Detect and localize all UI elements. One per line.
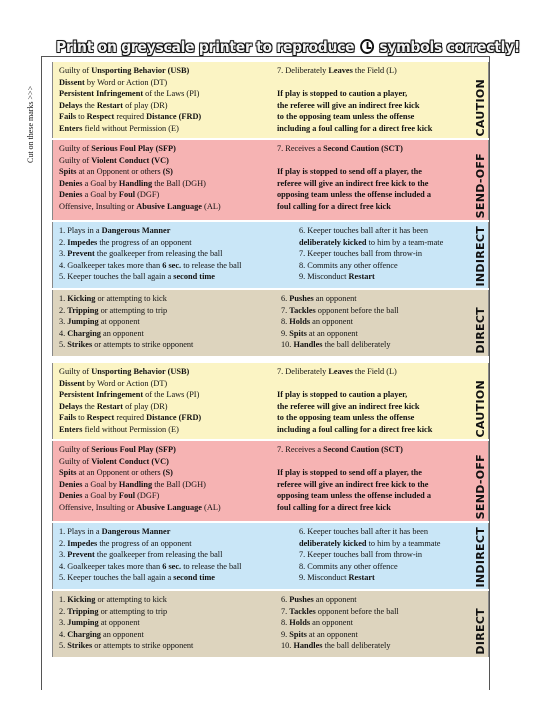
caution-left-line: Dissent by Word or Action (DT) [59, 378, 168, 388]
direct-left-line: 2. Tripping or attempting to trip [59, 305, 168, 315]
direct-left-line: 5. Strikes or attempts to strike opponent [59, 340, 194, 350]
caution-left-line: Persistent Infringement of the Laws (PI) [59, 89, 200, 99]
caution-left-column [59, 366, 201, 436]
send-off-left-line: Spits at an Opponent or others (S) [59, 468, 173, 478]
send-off-right-column [277, 143, 431, 213]
caution-left-line: Fails to Respect required Distance (FRD) [59, 413, 202, 423]
caution-right-column [277, 366, 432, 436]
send-off-left-line: Denies a Goal by Foul (DGF) [59, 491, 160, 501]
indirect-right-line: deliberately kicked to him by a team-mate [299, 237, 444, 247]
direct-section-tag: DIRECT [474, 307, 487, 354]
caution-right-line: the referee will give an indirect free kick [277, 100, 420, 110]
direct-left-line: 1. Kicking or attempting to kick [59, 294, 167, 303]
indirect-section [52, 222, 489, 288]
caution-section [52, 62, 489, 138]
caution-left-line: Dissent by Word or Action (DT) [59, 77, 168, 87]
indirect-right-line: deliberately kicked to him by a teammate [299, 538, 441, 548]
direct-left-line: 5. Strikes or attempts to strike opponent [59, 641, 194, 651]
banner-text: Print on greyscale printer to reproduce [56, 38, 355, 56]
send-off-right-line: foul calling for a direct free kick [277, 502, 391, 512]
send-off-right-line [277, 155, 431, 167]
direct-right-line: 6. Pushes an opponent [281, 294, 357, 303]
indirect-right-line: 8. Commits any other offence [299, 260, 398, 270]
send-off-right-line: referee will give an indirect free kick to the [277, 479, 429, 489]
direct-right-line: 8. Holds an opponent [281, 618, 353, 628]
indirect-left-line: 5. Keeper touches the ball again a second time [59, 272, 215, 282]
caution-section-tag: CAUTION [474, 78, 487, 136]
send-off-left-line: Denies a Goal by Handling the Ball (DGH) [59, 479, 206, 489]
caution-right-column [277, 65, 432, 135]
direct-left-column [59, 293, 193, 351]
direct-right-line: 9. Spits at an opponent [281, 629, 358, 639]
direct-right-line: 7. Tackles opponent before the ball [281, 606, 399, 616]
send-off-section [52, 441, 489, 521]
clock-icon [360, 39, 374, 54]
send-off-right-line: opposing team unless the offense included a [277, 190, 431, 200]
caution-left-line: Delays the Restart of play (DR) [59, 401, 168, 411]
direct-left-line: 4. Charging an opponent [59, 629, 144, 639]
send-off-right-column [277, 444, 431, 514]
send-off-right-line: foul calling for a direct free kick [277, 201, 391, 211]
caution-left-line: Enters field without Permission (E) [59, 424, 179, 434]
indirect-left-line: 4. Goalkeeper takes more than 6 sec. to release the ball [59, 260, 242, 270]
direct-right-line: 7. Tackles opponent before the ball [281, 305, 399, 315]
indirect-left-line: 5. Keeper touches the ball again a second time [59, 573, 215, 583]
send-off-right-line: If play is stopped to send off a player, the [277, 167, 422, 177]
indirect-left-line: 1. Plays in a Dangerous Manner [59, 527, 171, 536]
indirect-left-line: 4. Goalkeeper takes more than 6 sec. to release the ball [59, 561, 242, 571]
direct-left-line: 2. Tripping or attempting to trip [59, 606, 168, 616]
indirect-left-line: 2. Impedes the progress of an opponent [59, 538, 192, 548]
send-off-left-line: Spits at an Opponent or others (S) [59, 167, 173, 177]
direct-right-line: 10. Handles the ball deliberately [281, 641, 391, 651]
send-off-section [52, 140, 489, 220]
send-off-right-line: If play is stopped to send off a player, the [277, 468, 422, 478]
caution-right-line: to the opposing team unless the offense [277, 112, 415, 122]
direct-right-column [281, 293, 399, 351]
caution-right-line: to the opposing team unless the offense [277, 413, 415, 423]
send-off-left-line: Guilty of Serious Foul Play (SFP) [59, 445, 176, 454]
send-off-section-tag: SEND-OFF [474, 453, 487, 519]
direct-right-line: 8. Holds an opponent [281, 317, 353, 327]
send-off-left-column [59, 143, 221, 213]
cut-marks-label: Cut on these marks >>> [26, 85, 35, 163]
send-off-right-line: 7. Receives a Second Caution (SCT) [277, 144, 403, 153]
indirect-left-line: 2. Impedes the progress of an opponent [59, 237, 192, 247]
send-off-right-line [277, 456, 431, 468]
send-off-left-line: Guilty of Serious Foul Play (SFP) [59, 144, 176, 153]
indirect-section [52, 523, 489, 589]
caution-left-line: Guilty of Unsporting Behavior (USB) [59, 66, 190, 75]
caution-right-line: If play is stopped to caution a player, [277, 89, 408, 99]
caution-left-line: Delays the Restart of play (DR) [59, 100, 168, 110]
caution-right-line: the referee will give an indirect free kick [277, 401, 420, 411]
direct-right-line: 9. Spits at an opponent [281, 328, 358, 338]
indirect-right-line: 7. Keeper touches ball from throw-in [299, 249, 423, 259]
direct-right-line: 10. Handles the ball deliberately [281, 340, 391, 350]
indirect-right-line: 6. Keeper touches ball after it has been [299, 226, 429, 235]
indirect-right-line: 9. Misconduct Restart [299, 272, 375, 282]
caution-left-column [59, 65, 201, 135]
indirect-right-line: 8. Commits any other offence [299, 561, 398, 571]
direct-right-column [281, 594, 399, 652]
direct-section [52, 591, 489, 657]
send-off-right-line: referee will give an indirect free kick to the [277, 178, 429, 188]
indirect-right-column [299, 225, 443, 283]
caution-section [52, 363, 489, 439]
indirect-left-column [59, 526, 241, 584]
caution-right-line [277, 378, 432, 390]
send-off-left-line: Denies a Goal by Handling the Ball (DGH) [59, 178, 206, 188]
send-off-left-line: Offensive, Insulting or Abusive Language (AL) [59, 502, 221, 512]
caution-left-line: Guilty of Unsporting Behavior (USB) [59, 367, 190, 376]
send-off-left-line: Offensive, Insulting or Abusive Language (AL) [59, 201, 221, 211]
caution-left-line: Persistent Infringement of the Laws (PI) [59, 390, 200, 400]
direct-left-line: 3. Jumping at opponent [59, 618, 140, 628]
send-off-left-line: Denies a Goal by Foul (DGF) [59, 190, 160, 200]
indirect-section-tag: INDIRECT [474, 225, 487, 286]
indirect-right-line: 6. Keeper touches ball after it has been [299, 527, 429, 536]
direct-left-column [59, 594, 193, 652]
direct-left-line: 1. Kicking or attempting to kick [59, 595, 167, 604]
direct-section-tag: DIRECT [474, 608, 487, 655]
send-off-left-column [59, 444, 221, 514]
indirect-right-column [299, 526, 441, 584]
caution-right-line: including a foul calling for a direct free kick [277, 424, 433, 434]
send-off-left-line: Guilty of Violent Conduct (VC) [59, 155, 169, 165]
caution-right-line: 7. Deliberately Leaves the Field (L) [277, 66, 397, 75]
caution-right-line: including a foul calling for a direct free kick [277, 123, 433, 133]
direct-left-line: 4. Charging an opponent [59, 328, 144, 338]
indirect-section-tag: INDIRECT [474, 526, 487, 587]
indirect-left-line: 3. Prevent the goalkeeper from releasing the ball [59, 249, 223, 259]
send-off-left-line: Guilty of Violent Conduct (VC) [59, 456, 169, 466]
indirect-left-line: 3. Prevent the goalkeeper from releasing the ball [59, 550, 223, 560]
caution-left-line: Enters field without Permission (E) [59, 123, 179, 133]
indirect-left-line: 1. Plays in a Dangerous Manner [59, 226, 171, 235]
banner-tail: symbols correctly! [379, 38, 521, 56]
indirect-right-line: 9. Misconduct Restart [299, 573, 375, 583]
caution-right-line: If play is stopped to caution a player, [277, 390, 408, 400]
indirect-left-column [59, 225, 241, 283]
send-off-right-line: opposing team unless the offense included a [277, 491, 431, 501]
caution-left-line: Fails to Respect required Distance (FRD) [59, 112, 202, 122]
direct-right-line: 6. Pushes an opponent [281, 595, 357, 604]
indirect-right-line: 7. Keeper touches ball from throw-in [299, 550, 423, 560]
direct-section [52, 290, 489, 356]
send-off-right-line: 7. Receives a Second Caution (SCT) [277, 445, 403, 454]
send-off-section-tag: SEND-OFF [474, 152, 487, 218]
caution-right-line [277, 77, 432, 89]
direct-left-line: 3. Jumping at opponent [59, 317, 140, 327]
caution-section-tag: CAUTION [474, 379, 487, 437]
caution-right-line: 7. Deliberately Leaves the Field (L) [277, 367, 397, 376]
